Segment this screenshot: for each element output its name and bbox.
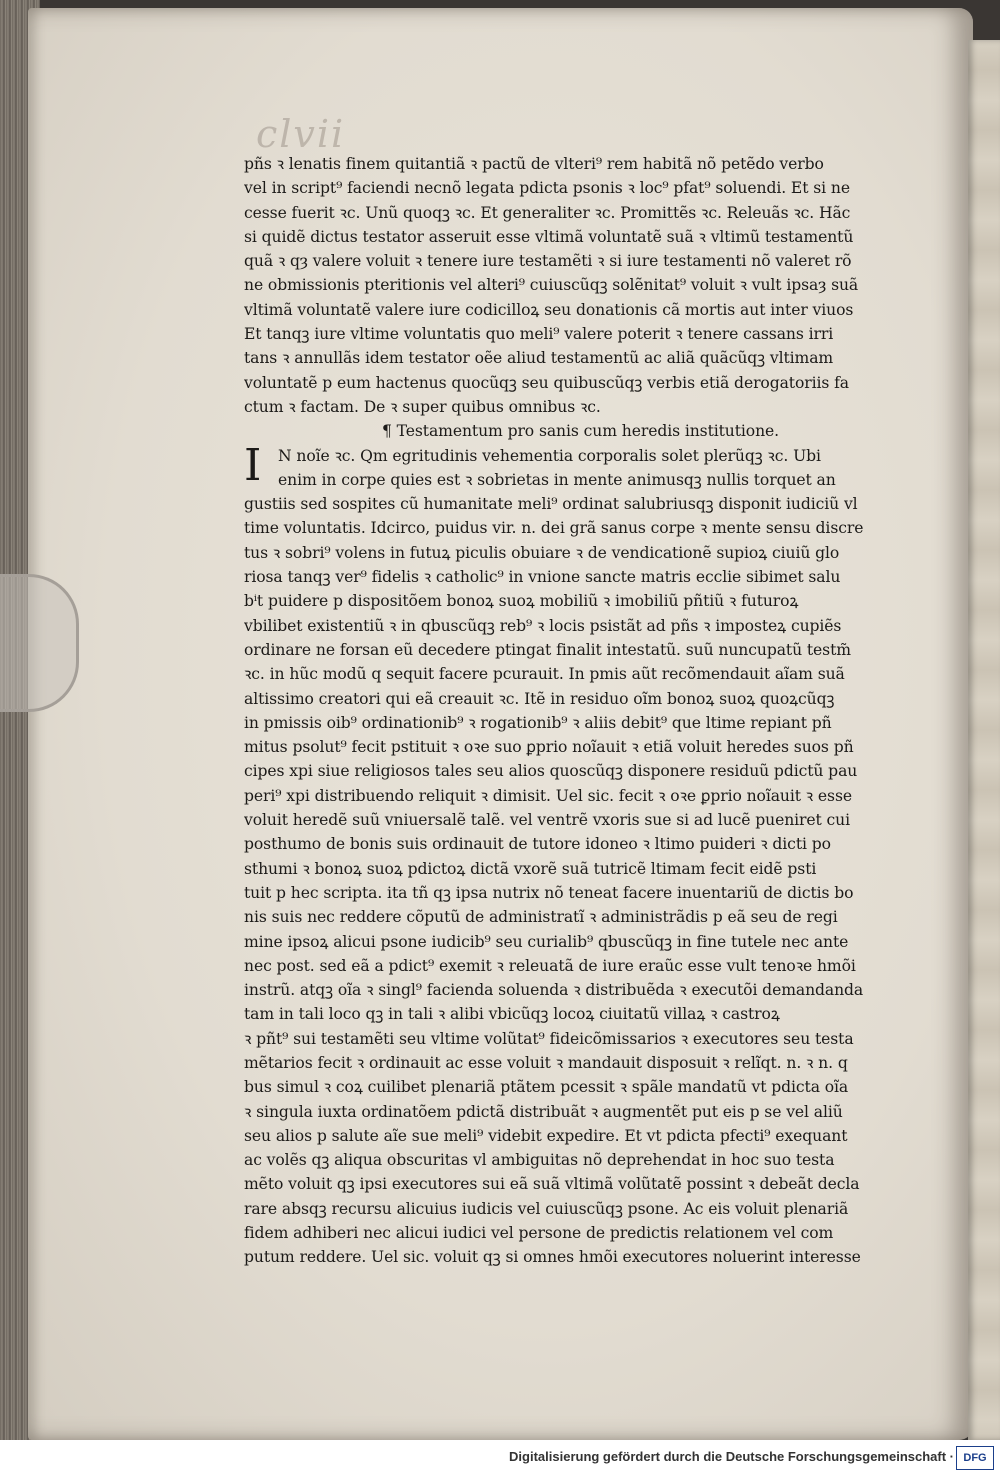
text-line: posthumo de bonis suis ordinauit de tutore idoneo ꝛ ltimo puideri ꝛ dicti po [244,835,831,854]
footer-bar [0,1440,1000,1476]
text-line: tuit p hec scripta. ita tñ qꝫ ipsa nutrix nõ teneat facere inuentariũ de dictis bo [244,883,854,902]
text-line: in pmissis oib⁹ ordinationib⁹ ꝛ rogationib⁹ ꝛ aliis debit⁹ que ltime repiant pñ [244,713,832,732]
text-line: mine ipsoꝝ alicui psone iudicib⁹ seu curialib⁹ qbuscũqꝫ in fine tutele nec ante [244,932,849,951]
text-line: gustiis sed sospites cũ humanitate meli⁹ ordinat salubriusqꝫ disponit iudiciũ vl [244,495,858,514]
text-line: si quidẽ dictus testator asseruit esse vltimã voluntatẽ suã ꝛ vltimũ testamentũ [244,227,854,246]
text-line: putum reddere. Uel sic. voluit qꝫ si omnes hmõi executores noluerint interesse [244,1248,861,1267]
footer-credit: Digitalisierung gefördert durch die Deutsche Forschungsgemeinschaft · [509,1449,954,1464]
paragraph-block-2 [244,439,882,1270]
text-line: sthumi ꝛ bonoꝝ suoꝝ pdictoꝝ dictã vxorẽ suã tutricẽ ltimam fecit eidẽ psti [244,859,817,878]
text-line: ne obmissionis pteritionis vel alteri⁹ cuiuscũqꝫ solẽnitat⁹ voluit ꝛ vult ipsaȝ suã [244,276,859,295]
text-line: ctum ꝛ factam. De ꝛ super quibus omnibus ꝛc. [244,397,601,416]
dfg-logo: DFG [956,1446,994,1470]
text-line: bus simul ꝛ coꝝ cuilibet plenariã ptãtem pcessit ꝛ spãle mandatũ vt pdicta oĩa [244,1078,849,1097]
text-line: cipes xpi siue religiosos tales seu alios quoscũqꝫ disponere residuũ pdictũ pau [244,762,858,781]
paragraph-block-1 [244,152,882,419]
text-block [244,152,882,1270]
text-line: nec post. sed eã a pdict⁹ exemit ꝛ releuatã de iure eraũc esse vult tenoꝛe hmõi [244,956,856,975]
text-line: N noĩe ꝛc. Qm egritudinis vehementia corporalis solet plerũqꝫ ꝛc. Ubi [278,446,821,465]
page-clip [0,574,79,712]
text-line: ac volẽs qꝫ aliqua obscuritas vl ambiguitas nõ deprehendat in hoc suo testa [244,1151,835,1170]
text-line: tans ꝛ annullãs idem testator oẽe aliud testamentũ ac aliã quãcũqꝫ vltimam [244,349,834,368]
text-line: voluit heredẽ suũ vniuersalẽ talẽ. vel ventrẽ vxoris sue si ad lucẽ pueniret cui [244,811,851,830]
text-line: mitus psolut⁹ fecit pstituit ꝛ oꝛe suo ꝑprio noĩauit ꝛ etiã voluit heredes suos pñ [244,738,854,757]
text-line: vltimã voluntatẽ valere iure codicilloꝝ seu donationis cã mortis aut inter viuos [244,300,854,319]
text-line: peri⁹ xpi distribuendo reliquit ꝛ dimisit. Uel sic. fecit ꝛ oꝛe ꝑprio noĩauit ꝛ esse [244,786,852,805]
text-line: fidem adhiberi nec alicui iudici vel persone de predictis relationem vel com [244,1224,834,1243]
text-line: enim in corpe quies est ꝛ sobrietas in mente animusqꝫ nullis torquet an [278,470,836,489]
text-line: seu alios p salute aĩe sue meli⁹ videbit expedire. Et vt pdicta pfecti⁹ exequant [244,1126,848,1145]
text-line: pñs ꝛ lenatis finem quitantiã ꝛ pactũ de vlteri⁹ rem habitã nõ petẽdo verbo [244,155,824,173]
text-line: tus ꝛ sobri⁹ volens in futuꝝ piculis obuiare ꝛ de vendicationẽ supioꝝ ciuiũ glo [244,543,840,562]
text-line: voluntatẽ p eum hactenus quocũqꝫ seu quibuscũqꝫ verbis etiã derogatoriis fa [244,373,850,392]
section-heading: ¶ Testamentum pro sanis cum heredis institutione. [382,422,780,441]
text-line: mẽtarios fecit ꝛ ordinauit ac esse voluit ꝛ mandauit disposuit ꝛ relĩqt. n. ꝛ n. q [244,1053,848,1072]
text-line: Et tanqꝫ iure vltime voluntatis quo meli⁹ valere poterit ꝛ tenere cassans irri [244,325,834,344]
text-line: ꝛ pñt⁹ sui testamẽti seu vltime volũtat⁹ fideicõmissarios ꝛ executores seu testa [244,1029,854,1048]
folio-number: clvii [256,112,346,156]
text-line: rare absqꝫ recursu alicuius iudicis vel cuiuscũqꝫ psone. Ac eis voluit plenariã [244,1199,849,1218]
text-line: ordinare ne forsan eũ decedere ptingat finalit intestatũ. suũ nuncupatũ testm̃ [244,640,851,659]
text-line: vel in script⁹ faciendi necnõ legata pdicta psonis ꝛ loc⁹ pfat⁹ soluendi. Et si ne [244,179,850,198]
text-line: time voluntatis. Idcirco, puidus vir. n. dei grã sanus corpe ꝛ mente sensu discre [244,519,864,538]
initial-letter: I [244,439,262,491]
text-line: riosa tanqꝫ ver⁹ fidelis ꝛ catholic⁹ in vnione sancte matris ecclie sibimet salu [244,568,841,587]
text-line: nis suis nec reddere cõputũ de administratĩ ꝛ administrãdis p eã seu de regi [244,908,838,927]
text-line: mẽto voluit qꝫ ipsi executores sui eã suã vltimã volũtatẽ possint ꝛ debeãt decla [244,1175,860,1194]
text-line: quã ꝛ qȝ valere voluit ꝛ tenere iure testamẽti ꝛ si iure testamenti nõ valeret rõ [244,252,852,271]
text-line: tam in tali loco qꝫ in tali ꝛ alibi vbicũqꝫ locoꝝ ciuitatũ villaꝝ ꝛ castroꝝ [244,1005,780,1024]
text-line: altissimo creatori qui eã creauit ꝛc. Itẽ in residuo oĩm bonoꝝ suoꝝ quoꝝcũqꝫ [244,689,835,708]
text-line: ꝛc. in hũc modũ q sequit facere pcurauit. In pmis aũt recõmendauit aĩam suã [244,665,845,684]
text-line: vbilibet existentiũ ꝛ in qbuscũqꝫ reb⁹ ꝛ locis psistãt ad pñs ꝛ imposteꝝ cupiẽs [244,616,842,635]
text-line: bⁱt puidere p dispositõem bonoꝝ suoꝝ mobiliũ ꝛ imobiliũ pñtiũ ꝛ futuroꝝ [244,592,799,611]
text-line: instrũ. atqꝫ oĩa ꝛ singl⁹ facienda soluenda ꝛ distribuẽda ꝛ executõi demandanda [244,981,864,1000]
facing-page-edge [968,40,1000,1440]
text-line: ꝛ singula iuxta ordinatõem pdictã distribuãt ꝛ augmentẽt put eis p se vel aliũ [244,1102,843,1121]
text-line: cesse fuerit ꝛc. Unũ quoqꝫ ꝛc. Et generaliter ꝛc. Promittẽs ꝛc. Releuãs ꝛc. Hãc [244,203,851,222]
